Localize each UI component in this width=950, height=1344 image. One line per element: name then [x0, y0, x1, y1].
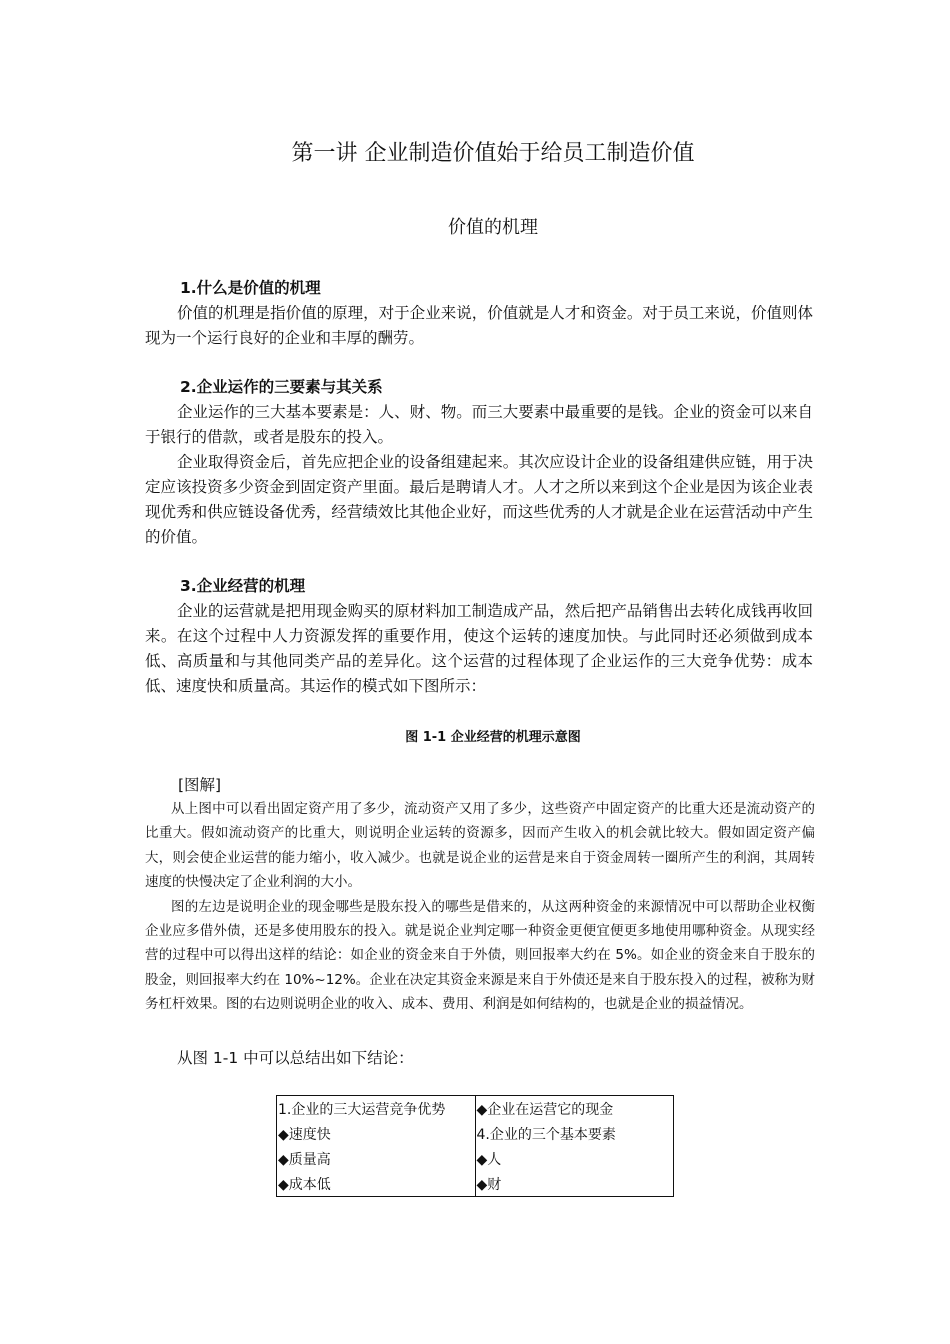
figure-caption: 图 1-1 企业经营的机理示意图	[405, 730, 581, 745]
summary-table	[276, 1095, 674, 1197]
section-2	[145, 375, 813, 550]
table-row	[277, 1096, 674, 1122]
paragraph: 价值的机理是指价值的原理，对于企业来说，价值就是人才和资金。对于员工来说，价值则体现为一个运行良好的企业和丰厚的酬劳。	[145, 304, 813, 347]
table-cell: ◆人	[475, 1146, 674, 1171]
paragraph: 从上图中可以看出固定资产用了多少，流动资产又用了多少，这些资产中固定资产的比重大还是流动资产的比重大。假如流动资产的比重大，则说明企业运转的资源多，因而产生收入的机会就比较大。假如固定资产偏大，则会使企业运营的能力缩小，收入减少。也就是说企业的运营是来自于资金周转一圈所产生的利润，其周转速度的快慢决定了企业利润的大小。	[145, 801, 815, 891]
table-cell: ◆财	[475, 1171, 674, 1197]
paragraph: 企业的运营就是把用现金购买的原材料加工制造成产品，然后把产品销售出去转化成钱再收回来。在这个过程中人力资源发挥的重要作用，使这个运转的速度加快。与此同时还必须做到成本低、高质量和与其他同类产品的差异化。这个运营的过程体现了企业运作的三大竞争优势：成本低、速度快和质量高。其运作的模式如下图所示：	[145, 602, 813, 695]
section-3	[145, 574, 813, 699]
page-title: 第一讲 企业制造价值始于给员工制造价值	[291, 141, 695, 166]
table-row	[277, 1171, 674, 1197]
paragraph: 企业运作的三大基本要素是：人、财、物。而三大要素中最重要的是钱。企业的资金可以来自于银行的借款，或者是股东的投入。	[145, 403, 813, 446]
table-cell: ◆成本低	[277, 1171, 476, 1197]
section-subtitle: 价值的机理	[448, 217, 538, 238]
table-cell: ◆质量高	[277, 1146, 476, 1171]
table-row	[277, 1146, 674, 1171]
table-row	[277, 1121, 674, 1146]
paragraph: 图的左边是说明企业的现金哪些是股东投入的哪些是借来的，从这两种资金的来源情况中可以帮助企业权衡企业应多借外债，还是多使用股东的投入。就是说企业判定哪一种资金更便宜便更多地使用哪种资金。从现实经营的过程中可以得出这样的结论：如企业的资金来自于外债，则回报率大约在 5%。如企业的资金来自于股东的股金，则回报率大约在 10%~12%。企业在决定其资金来源是来自于外债还是来自于股东投入的过程，被称为财务杠杆效果。图的右边则说明企业的收入、成本、费用、利润是如何结构的，也就是企业的损益情况。	[145, 898, 815, 1013]
section-heading: 3.企业经营的机理	[180, 577, 306, 595]
figure-explanation	[145, 797, 815, 1017]
paragraph: 企业取得资金后，首先应把企业的设备组建起来。其次应设计企业的设备组建供应链，用于决定应该投资多少资金到固定资产里面。最后是聘请人才。人才之所以来到这个企业是因为该企业表现优秀和供应链设备优秀，经营绩效比其他企业好，而这些优秀的人才就是企业在运营活动中产生的价值。	[145, 453, 813, 546]
section-heading: 1.什么是价值的机理	[180, 279, 321, 297]
table-cell: 1.企业的三大运营竞争优势	[277, 1096, 476, 1122]
table-cell: 4.企业的三个基本要素	[475, 1121, 674, 1146]
conclusion-intro: 从图 1-1 中可以总结出如下结论：	[177, 1049, 414, 1067]
table-cell: ◆企业在运营它的现金	[475, 1096, 674, 1122]
figure-explanation-label: [图解]	[178, 776, 222, 794]
section-1	[145, 276, 813, 351]
table-cell: ◆速度快	[277, 1121, 476, 1146]
section-heading: 2.企业运作的三要素与其关系	[180, 378, 383, 396]
